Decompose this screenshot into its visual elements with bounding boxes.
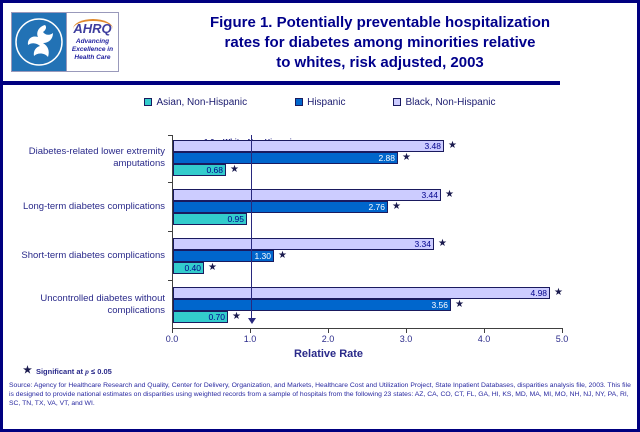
bar-black-non-hispanic [173, 189, 441, 201]
reference-arrow-icon [248, 318, 256, 324]
legend-item [144, 97, 247, 108]
legend-label: Black, Non-Hispanic [405, 96, 496, 108]
bar-row [173, 213, 563, 225]
significance-footnote [23, 366, 637, 376]
ahrq-tagline-line: Advancing [75, 38, 110, 45]
bar-hispanic [173, 152, 398, 164]
bar-group [40, 287, 563, 323]
bar-value-label: 0.68 [206, 165, 223, 175]
footnote-text-before: Significant at [35, 366, 84, 376]
x-axis-tick [562, 329, 563, 333]
footnote-text [36, 367, 112, 376]
bar-value-label: 3.48 [424, 141, 441, 151]
significance-star-icon: ★ [232, 311, 241, 322]
header-divider [3, 81, 560, 85]
significance-star-icon: ★ [438, 238, 447, 249]
bar-row [173, 262, 563, 274]
x-axis-tick [328, 329, 329, 333]
bar-value-label: 0.70 [208, 312, 225, 322]
bar-value-label: 2.76 [368, 202, 385, 212]
category-label: Diabetes-related lower extremity amputations [28, 146, 165, 169]
significance-star-icon: ★ [230, 164, 239, 175]
bar-value-label: 3.56 [431, 300, 448, 310]
hhs-ahrq-logo [11, 12, 119, 72]
bar-value-label: 1.30 [254, 251, 271, 261]
bar-value-label: 4.98 [530, 288, 548, 298]
plot-region [21, 135, 563, 329]
legend-label: Hispanic [307, 96, 346, 108]
bar-value-label: 2.88 [378, 153, 395, 163]
bar-row [173, 164, 563, 176]
x-axis-tick-label: 1.0 [243, 334, 257, 344]
bar-asian-non-hispanic [173, 213, 247, 225]
x-axis-title: Relative Rate [293, 348, 364, 360]
legend-swatch-icon [144, 98, 152, 106]
significance-star-icon: ★ [448, 140, 457, 151]
figure-title-line: to whites, risk adjusted, 2003 [276, 54, 484, 71]
header [3, 3, 637, 81]
bar-group [22, 189, 563, 225]
bar-asian-non-hispanic [173, 164, 226, 176]
significance-star-icon: ★ [392, 201, 401, 212]
bar-row [173, 250, 563, 262]
bar-row [173, 140, 563, 152]
bar-value-label: 3.34 [414, 239, 431, 249]
chart-area [3, 135, 637, 360]
bar-hispanic [173, 250, 274, 262]
bar-row [173, 299, 563, 311]
footnote-p-symbol: p [85, 366, 89, 376]
bar-row [173, 238, 563, 250]
x-axis-tick-label: 4.0 [477, 334, 491, 344]
chart-legend [3, 95, 637, 109]
ahrq-tagline [72, 38, 113, 62]
significance-star-icon: ★ [554, 287, 563, 298]
x-axis [165, 329, 569, 347]
y-axis-tick [168, 231, 173, 232]
legend-item [393, 97, 495, 108]
significance-star-icon: ★ [23, 365, 32, 376]
x-axis-tick-label: 0.0 [165, 334, 179, 344]
figure-title-line: Figure 1. Potentially preventable hospitalization [209, 14, 551, 31]
significance-star-icon: ★ [278, 250, 287, 261]
bar-asian-non-hispanic [173, 311, 228, 323]
source-note: Source: Agency for Healthcare Research and Quality, Center for Delivery, Organization, and Markets, Healthcare Cost and Utilization Project, State Inpatient Databases, disparities analysis file, 2003. This file is designed to provide national estimates on disparities using weighted records from a sample of hospitals from the following 23 states: AZ, CA, CO, CT, FL, GA, HI, KS, MD, MA, MI, MO, NH, NJ, NY, PA, RI, SC, TN, TX, VA, VT, and WI. [9, 382, 631, 407]
significance-star-icon: ★ [455, 299, 464, 310]
ahrq-tagline-line: Health Care [74, 54, 111, 61]
x-axis-tick-label: 3.0 [399, 334, 413, 344]
bar-value-label: 0.40 [184, 263, 201, 273]
x-axis-tick-label: 2.0 [321, 334, 335, 344]
bar-black-non-hispanic [173, 238, 434, 250]
bar-black-non-hispanic [173, 140, 444, 152]
category-label: Uncontrolled diabetes without complications [40, 293, 165, 316]
bar-row [173, 152, 563, 164]
bar-value-label: 0.95 [227, 214, 244, 224]
bar-asian-non-hispanic [173, 262, 204, 274]
bar-row [173, 189, 563, 201]
ahrq-wordmark: AHRQ [73, 21, 112, 36]
y-axis-tick [168, 135, 173, 136]
x-axis-tick [484, 329, 485, 333]
category-label: Short-term diabetes complications [21, 250, 165, 261]
footnote-text-after: ≤ 0.05 [91, 366, 112, 376]
y-axis-tick [168, 280, 173, 281]
legend-swatch-icon [295, 98, 303, 106]
bar-row [173, 287, 563, 299]
legend-item [295, 97, 345, 108]
bar-hispanic [173, 299, 451, 311]
bar-group [21, 238, 563, 274]
legend-swatch-icon [393, 98, 401, 106]
reference-line [251, 135, 252, 319]
x-axis-tick [172, 329, 173, 333]
bar-row [173, 311, 563, 323]
significance-star-icon: ★ [445, 189, 454, 200]
ahrq-tagline-line: Excellence in [71, 46, 114, 53]
bar-black-non-hispanic [173, 287, 550, 299]
category-label: Long-term diabetes complications [22, 201, 165, 212]
bar-hispanic [173, 201, 388, 213]
y-axis-tick [168, 182, 173, 183]
legend-label: Asian, Non-Hispanic [156, 96, 248, 108]
x-axis-tick [250, 329, 251, 333]
bar-row [173, 201, 563, 213]
ahrq-logo [66, 13, 118, 71]
x-axis-tick [406, 329, 407, 333]
bar-group [28, 140, 563, 176]
x-axis-tick-label: 5.0 [555, 334, 569, 344]
bar-value-label: 3.44 [421, 190, 438, 200]
figure-title [133, 13, 627, 73]
figure-title-line: rates for diabetes among minorities relative [224, 34, 536, 51]
significance-star-icon: ★ [402, 152, 411, 163]
significance-star-icon: ★ [208, 262, 217, 273]
hhs-logo [12, 13, 66, 71]
